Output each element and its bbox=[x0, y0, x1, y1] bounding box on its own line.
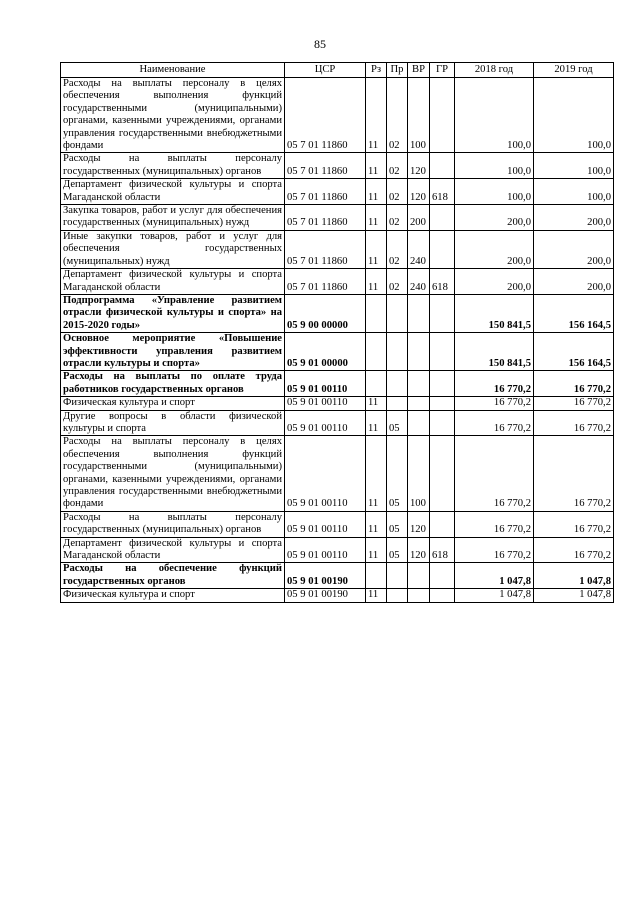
header-pr: Пр bbox=[387, 63, 408, 78]
row-2019: 156 164,5 bbox=[534, 294, 614, 332]
row-rz bbox=[366, 371, 387, 397]
row-csr: 05 7 01 11860 bbox=[285, 179, 366, 205]
row-2019: 1 047,8 bbox=[534, 589, 614, 602]
row-name: Департамент физической культуры и спорта Магаданской области bbox=[61, 179, 285, 205]
row-pr: 02 bbox=[387, 153, 408, 179]
row-rz: 11 bbox=[366, 179, 387, 205]
row-name: Подпрограмма «Управление развитием отрасли физической культуры и спорта» на 2015-2020 годы» bbox=[61, 294, 285, 332]
row-2018: 150 841,5 bbox=[455, 294, 534, 332]
row-2018: 150 841,5 bbox=[455, 333, 534, 371]
row-2018: 16 770,2 bbox=[455, 397, 534, 410]
header-gr: ГР bbox=[430, 63, 455, 78]
row-2018: 16 770,2 bbox=[455, 371, 534, 397]
row-pr: 02 bbox=[387, 78, 408, 153]
row-2018: 16 770,2 bbox=[455, 537, 534, 563]
row-rz bbox=[366, 563, 387, 589]
row-pr: 05 bbox=[387, 410, 408, 436]
row-name: Департамент физической культуры и спорта Магаданской области bbox=[61, 537, 285, 563]
row-csr: 05 9 01 00110 bbox=[285, 511, 366, 537]
row-pr: 02 bbox=[387, 230, 408, 268]
row-2018: 100,0 bbox=[455, 78, 534, 153]
row-rz: 11 bbox=[366, 410, 387, 436]
row-csr: 05 9 01 00110 bbox=[285, 537, 366, 563]
row-vr: 120 bbox=[408, 511, 430, 537]
row-csr: 05 9 01 00190 bbox=[285, 589, 366, 602]
row-pr bbox=[387, 563, 408, 589]
row-2019: 200,0 bbox=[534, 230, 614, 268]
row-2019: 16 770,2 bbox=[534, 511, 614, 537]
row-rz: 11 bbox=[366, 153, 387, 179]
header-csr: ЦСР bbox=[285, 63, 366, 78]
row-gr bbox=[430, 410, 455, 436]
row-2019: 200,0 bbox=[534, 205, 614, 231]
table-row bbox=[61, 563, 614, 589]
header-vr: ВР bbox=[408, 63, 430, 78]
row-csr: 05 9 00 00000 bbox=[285, 294, 366, 332]
row-2018: 200,0 bbox=[455, 269, 534, 295]
row-gr bbox=[430, 294, 455, 332]
row-csr: 05 9 01 00110 bbox=[285, 410, 366, 436]
row-csr: 05 7 01 11860 bbox=[285, 205, 366, 231]
row-pr bbox=[387, 371, 408, 397]
row-pr: 02 bbox=[387, 205, 408, 231]
row-vr bbox=[408, 397, 430, 410]
row-csr: 05 9 01 00190 bbox=[285, 563, 366, 589]
table-header-row bbox=[61, 63, 614, 78]
row-pr bbox=[387, 589, 408, 602]
row-rz: 11 bbox=[366, 78, 387, 153]
row-rz: 11 bbox=[366, 397, 387, 410]
row-vr bbox=[408, 563, 430, 589]
row-pr: 05 bbox=[387, 537, 408, 563]
row-vr: 120 bbox=[408, 179, 430, 205]
row-name: Расходы на выплаты персоналу в целях обеспечения выполнения функций государственными (муниципальными) органами, казенными учреждениями, органами управления государственными внебюджетными фондами bbox=[61, 78, 285, 153]
table-row bbox=[61, 410, 614, 436]
row-gr bbox=[430, 511, 455, 537]
row-rz bbox=[366, 333, 387, 371]
row-pr bbox=[387, 294, 408, 332]
row-gr bbox=[430, 205, 455, 231]
row-2019: 156 164,5 bbox=[534, 333, 614, 371]
table-row bbox=[61, 371, 614, 397]
row-gr bbox=[430, 563, 455, 589]
row-vr bbox=[408, 294, 430, 332]
page-number: 85 bbox=[314, 37, 326, 51]
row-rz bbox=[366, 294, 387, 332]
row-name: Основное мероприятие «Повышение эффективности управления развитием отрасли культуры и спорта» bbox=[61, 333, 285, 371]
table-row bbox=[61, 153, 614, 179]
row-vr: 120 bbox=[408, 537, 430, 563]
row-rz: 11 bbox=[366, 269, 387, 295]
row-2018: 100,0 bbox=[455, 179, 534, 205]
table-row bbox=[61, 397, 614, 410]
row-rz: 11 bbox=[366, 205, 387, 231]
row-vr: 120 bbox=[408, 153, 430, 179]
row-csr: 05 9 01 00000 bbox=[285, 333, 366, 371]
row-vr: 240 bbox=[408, 230, 430, 268]
row-gr bbox=[430, 589, 455, 602]
row-2019: 16 770,2 bbox=[534, 436, 614, 511]
row-csr: 05 7 01 11860 bbox=[285, 269, 366, 295]
budget-table bbox=[60, 62, 614, 603]
row-2019: 200,0 bbox=[534, 269, 614, 295]
row-2019: 16 770,2 bbox=[534, 371, 614, 397]
row-gr bbox=[430, 397, 455, 410]
row-vr bbox=[408, 371, 430, 397]
row-pr bbox=[387, 397, 408, 410]
row-gr bbox=[430, 333, 455, 371]
row-name: Расходы на выплаты персоналу государственных (муниципальных) органов bbox=[61, 511, 285, 537]
row-pr bbox=[387, 333, 408, 371]
table-row bbox=[61, 436, 614, 511]
row-pr: 05 bbox=[387, 436, 408, 511]
row-csr: 05 7 01 11860 bbox=[285, 153, 366, 179]
row-vr: 100 bbox=[408, 436, 430, 511]
row-2019: 100,0 bbox=[534, 153, 614, 179]
table-row bbox=[61, 333, 614, 371]
table-row bbox=[61, 537, 614, 563]
row-2019: 16 770,2 bbox=[534, 397, 614, 410]
header-name: Наименование bbox=[61, 63, 285, 78]
row-csr: 05 7 01 11860 bbox=[285, 230, 366, 268]
row-gr bbox=[430, 371, 455, 397]
row-pr: 02 bbox=[387, 269, 408, 295]
row-vr bbox=[408, 410, 430, 436]
table-row bbox=[61, 230, 614, 268]
row-vr: 200 bbox=[408, 205, 430, 231]
header-2018: 2018 год bbox=[455, 63, 534, 78]
row-rz: 11 bbox=[366, 589, 387, 602]
row-csr: 05 7 01 11860 bbox=[285, 78, 366, 153]
row-2018: 16 770,2 bbox=[455, 511, 534, 537]
row-2018: 16 770,2 bbox=[455, 436, 534, 511]
row-rz: 11 bbox=[366, 230, 387, 268]
row-name: Департамент физической культуры и спорта Магаданской области bbox=[61, 269, 285, 295]
row-gr: 618 bbox=[430, 537, 455, 563]
row-pr: 02 bbox=[387, 179, 408, 205]
table-row bbox=[61, 78, 614, 153]
row-name: Расходы на выплаты персоналу в целях обеспечения выполнения функций государственными (муниципальными) органами, казенными учреждениями, органами управления государственными внебюджетными фондами bbox=[61, 436, 285, 511]
row-name: Иные закупки товаров, работ и услуг для обеспечения государственных (муниципальных) нужд bbox=[61, 230, 285, 268]
row-2018: 200,0 bbox=[455, 230, 534, 268]
table-row bbox=[61, 511, 614, 537]
row-csr: 05 9 01 00110 bbox=[285, 436, 366, 511]
row-csr: 05 9 01 00110 bbox=[285, 371, 366, 397]
row-name: Закупка товаров, работ и услуг для обеспечения государственных (муниципальных) нужд bbox=[61, 205, 285, 231]
table-row bbox=[61, 269, 614, 295]
row-2018: 200,0 bbox=[455, 205, 534, 231]
row-gr bbox=[430, 230, 455, 268]
row-rz: 11 bbox=[366, 511, 387, 537]
row-vr bbox=[408, 333, 430, 371]
row-pr: 05 bbox=[387, 511, 408, 537]
row-2019: 1 047,8 bbox=[534, 563, 614, 589]
row-vr: 100 bbox=[408, 78, 430, 153]
row-name: Физическая культура и спорт bbox=[61, 397, 285, 410]
header-rz: Рз bbox=[366, 63, 387, 78]
row-rz: 11 bbox=[366, 537, 387, 563]
row-name: Расходы на обеспечение функций государственных органов bbox=[61, 563, 285, 589]
row-gr: 618 bbox=[430, 179, 455, 205]
row-name: Расходы на выплаты по оплате труда работников государственных органов bbox=[61, 371, 285, 397]
row-2019: 100,0 bbox=[534, 179, 614, 205]
row-gr bbox=[430, 436, 455, 511]
table-row bbox=[61, 589, 614, 602]
row-name: Расходы на выплаты персоналу государственных (муниципальных) органов bbox=[61, 153, 285, 179]
row-2018: 1 047,8 bbox=[455, 589, 534, 602]
row-csr: 05 9 01 00110 bbox=[285, 397, 366, 410]
row-rz: 11 bbox=[366, 436, 387, 511]
row-2019: 100,0 bbox=[534, 78, 614, 153]
row-gr: 618 bbox=[430, 269, 455, 295]
row-vr: 240 bbox=[408, 269, 430, 295]
row-name: Другие вопросы в области физической культуры и спорта bbox=[61, 410, 285, 436]
header-2019: 2019 год bbox=[534, 63, 614, 78]
row-gr bbox=[430, 153, 455, 179]
table-row bbox=[61, 179, 614, 205]
row-2018: 16 770,2 bbox=[455, 410, 534, 436]
row-2018: 1 047,8 bbox=[455, 563, 534, 589]
table-row bbox=[61, 205, 614, 231]
row-gr bbox=[430, 78, 455, 153]
row-2019: 16 770,2 bbox=[534, 537, 614, 563]
row-name: Физическая культура и спорт bbox=[61, 589, 285, 602]
row-2018: 100,0 bbox=[455, 153, 534, 179]
row-vr bbox=[408, 589, 430, 602]
row-2019: 16 770,2 bbox=[534, 410, 614, 436]
table-row bbox=[61, 294, 614, 332]
